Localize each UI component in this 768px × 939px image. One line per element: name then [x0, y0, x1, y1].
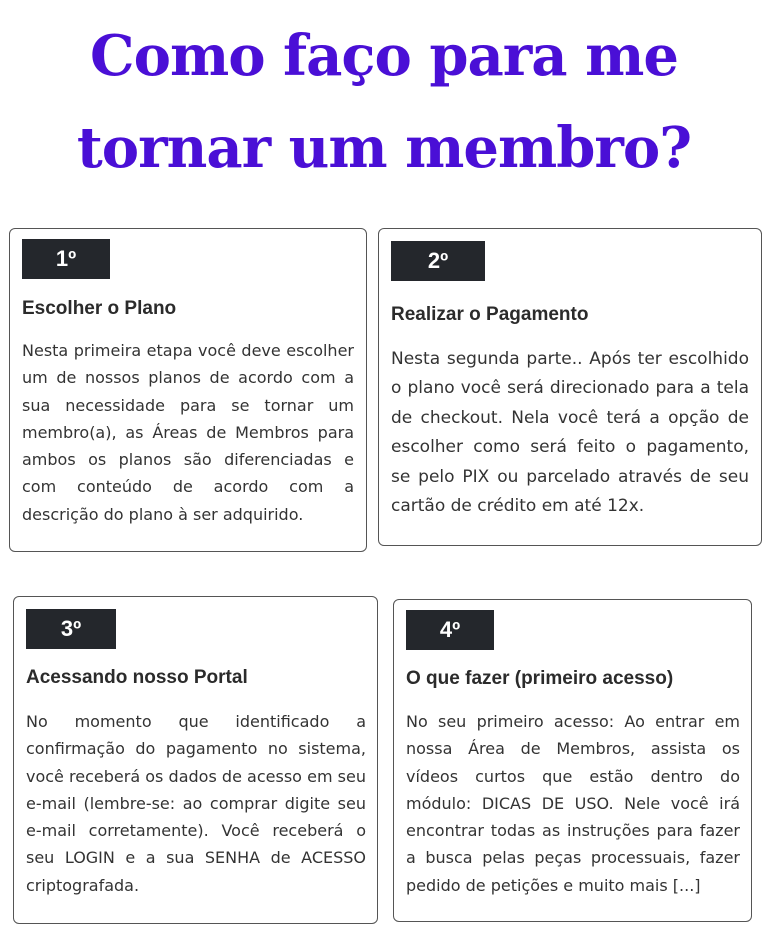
step-title: Acessando nosso Portal: [26, 667, 248, 688]
step-number-badge: 1º: [22, 239, 110, 279]
step-card-1: [9, 228, 367, 552]
step-title: Realizar o Pagamento: [391, 304, 589, 325]
step-number-badge: 2º: [391, 241, 485, 281]
step-description: Nesta segunda parte.. Após ter escolhido o plano você será direcionado para a tela de checkout. Nela você terá a opção de escolher como será feito o pagamento, se pelo PIX ou parcelado através de seu cartão de crédito em até 12x.: [391, 349, 749, 517]
step-description: No momento que identificado a confirmação do pagamento no sistema, você receberá os dados de acesso em seu e-mail (lembre-se: ao comprar digite seu e-mail corretamente). Você receberá o seu LOGIN e a sua SENHA de ACESSO criptografada.: [26, 712, 366, 895]
step-description: No seu primeiro acesso: Ao entrar em nossa Área de Membros, assista os vídeos curtos que estão dentro do módulo: DICAS DE USO. Nele você irá encontrar todas as instruções para fazer a busca pelas peças processuais, fazer pedido de petições e muito mais [...]: [406, 712, 740, 895]
step-number-badge: 3º: [26, 609, 116, 649]
step-card-3: [13, 596, 378, 924]
step-description: Nesta primeira etapa você deve escolher um de nossos planos de acordo com a sua necessidade para se tornar um membro(a), as Áreas de Membros para ambos os planos são diferenciadas e com conteúdo de acordo com a descrição do plano à ser adquirido.: [22, 341, 354, 524]
step-card-2: [378, 228, 762, 546]
page-title: Como faço para me tornar um membro?: [76, 23, 692, 181]
step-number-badge: 4º: [406, 610, 494, 650]
step-card-4: [393, 599, 752, 922]
step-title: O que fazer (primeiro acesso): [406, 668, 674, 689]
step-title: Escolher o Plano: [22, 298, 177, 319]
